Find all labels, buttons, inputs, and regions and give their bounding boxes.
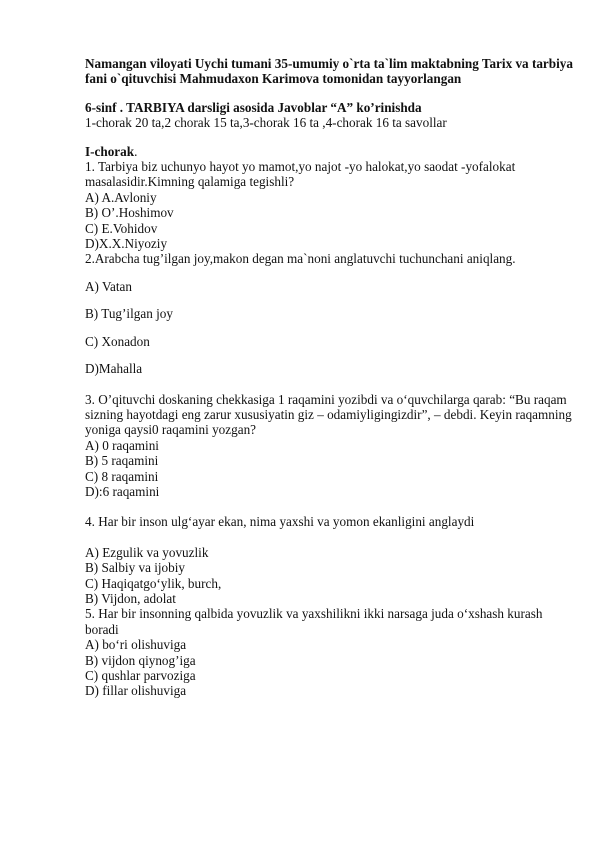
question-block — [85, 392, 575, 500]
spacer — [85, 530, 575, 545]
answer-option: B) Salbiy va ijobiy — [85, 560, 186, 576]
spacer — [85, 377, 575, 392]
question-text: 4. Har bir inson ulg‘ayar ekan, nima yaxshi va yomon ekanligini anglaydi — [85, 514, 475, 530]
answer-options — [85, 279, 575, 377]
answer-option: A) bo‘ri olishuviga — [85, 637, 187, 653]
question-block — [85, 514, 575, 606]
answer-option: C) Xonadon — [85, 333, 150, 349]
answer-option: C) 8 raqamini — [85, 468, 159, 484]
spacer — [85, 499, 575, 514]
answer-option: A) 0 raqamini — [85, 437, 159, 453]
question-text: 5. Har bir insonning qalbida yovuzlik va yaxshilikni ikki narsaga juda o‘xshash kurash boradi — [85, 606, 543, 637]
answer-option: A) A.Avloniy — [85, 189, 157, 205]
answer-option: D) fillar olishuviga — [85, 683, 187, 699]
answer-option: A) Ezgulik va yovuzlik — [85, 544, 209, 560]
answer-option: B) vijdon qiynog’iga — [85, 652, 196, 668]
spacer — [85, 87, 575, 100]
question-text: 3. O’qituvchi doskaning chekkasiga 1 raqamini yozibdi va o‘quvchilarga qarab: “Bu raqam sizning hayotdagi eng zarur xususiyatin giz – odamiyligingizdir”, – debdi. Keyin raqamning yoniga qaysi0 raqamini yozgan? — [85, 391, 572, 438]
subtitle-heading: 6-sinf . TARBIYA darsligi asosida Javoblar “A” ko’rinishda — [85, 99, 422, 115]
answer-option: B) Tug’ilgan joy — [85, 306, 173, 322]
answer-option: B) 5 raqamini — [85, 453, 159, 469]
section-label-suffix: . — [134, 143, 138, 159]
answer-option: C) E.Vohidov — [85, 220, 158, 236]
answer-option: D):6 raqamini — [85, 483, 160, 499]
question-text: 1. Tarbiya biz uchunyo hayot yo mamot,yo najot -yo halokat,yo saodat -yofalokat masalasidir.Kimning qalamiga tegishli? — [85, 159, 516, 190]
answer-option: D)Mahalla — [85, 361, 143, 377]
answer-option: B) O’.Hoshimov — [85, 205, 174, 221]
answer-option: A) Vatan — [85, 278, 132, 294]
document-title: Namangan viloyati Uychi tumani 35-umumiy o`rta ta`lim maktabning Tarix va tarbiya fani o`qituvchisi Mahmudaxon Karimova tomonidan tayyorlangan — [85, 56, 573, 87]
question-block — [85, 606, 575, 698]
answer-option: C) Haqiqatgo‘ylik, burch, — [85, 575, 222, 591]
question-text: 2.Arabcha tug’ilgan joy,makon degan ma`noni anglatuvchi tuchunchani aniqlang. — [85, 251, 516, 267]
section-label: I-chorak — [85, 143, 135, 159]
answer-option: B) Vijdon, adolat — [85, 590, 176, 606]
subtitle-info: 1-chorak 20 ta,2 chorak 15 ta,3-chorak 16 ta ,4-chorak 16 ta savollar — [85, 115, 447, 131]
answer-option: D)X.X.Niyoziy — [85, 236, 168, 252]
spacer — [85, 131, 575, 144]
answer-option: C) qushlar parvoziga — [85, 668, 196, 683]
section-heading — [85, 144, 575, 159]
document-page — [85, 56, 575, 699]
question-block — [85, 159, 575, 251]
question-block — [85, 251, 575, 376]
